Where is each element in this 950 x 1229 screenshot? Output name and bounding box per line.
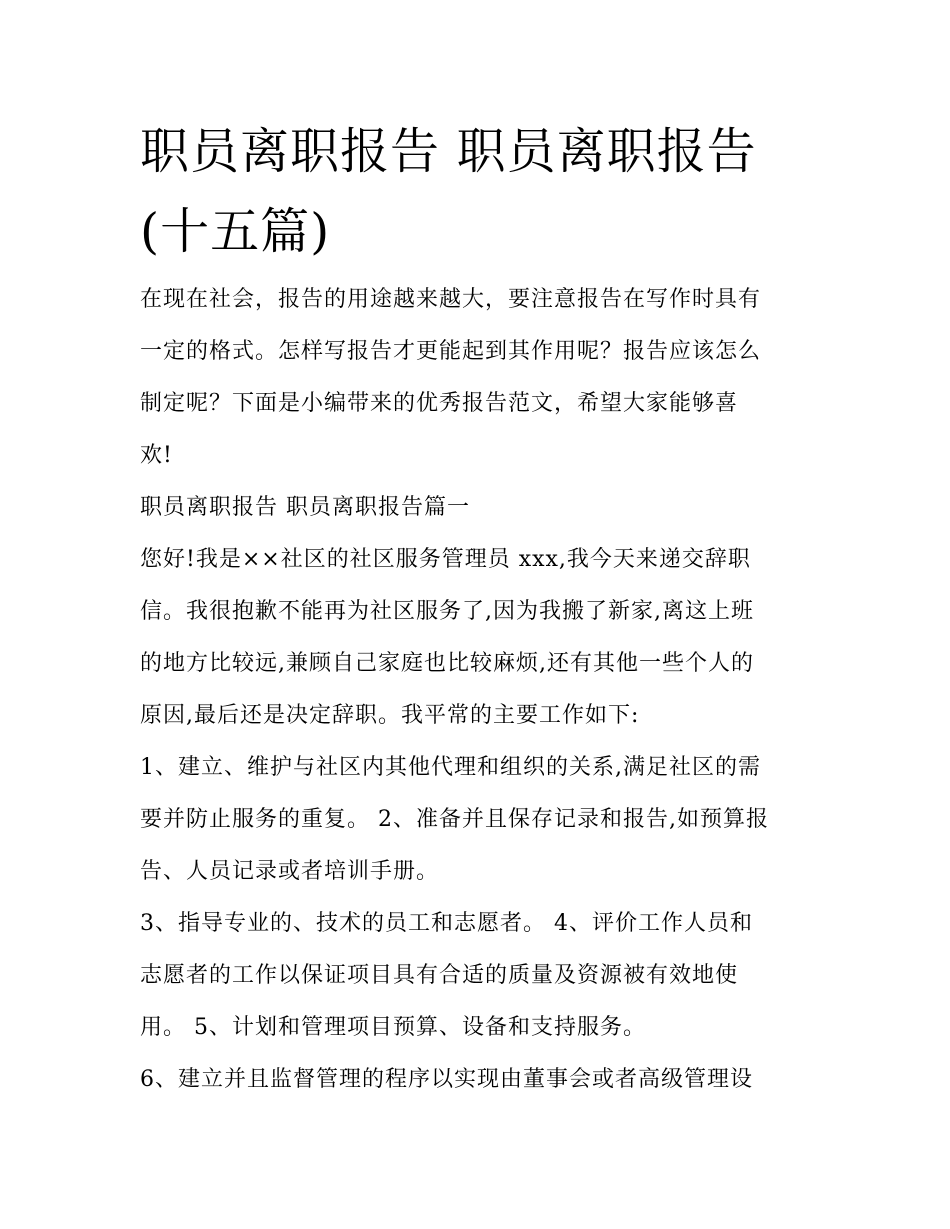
title-line-1: 职员离职报告 职员离职报告 (140, 123, 757, 180)
intro-line-4: 欢! (140, 443, 173, 468)
section-heading: 职员离职报告 职员离职报告篇一 (140, 495, 470, 520)
body-line-11: 6、建立并且监督管理的程序以实现由董事会或者高级管理设 (140, 1067, 753, 1092)
intro-paragraph (140, 274, 820, 1106)
body-line-8: 3、指导专业的、技术的员工和志愿者。 4、评价工作人员和 (140, 911, 753, 936)
intro-line-1: 在现在社会，报告的用途越来越大，要注意报告在写作时具有 (140, 287, 762, 312)
body-line-3: 的地方比较远,兼顾自己家庭也比较麻烦,还有其他一些个人的 (140, 651, 754, 676)
body-line-6: 要并防止服务的重复。 2、准备并且保存记录和报告,如预算报 (140, 807, 769, 832)
body-line-5: 1、建立、维护与社区内其他代理和组织的关系,满足社区的需 (140, 755, 761, 780)
body-line-9: 志愿者的工作以保证项目具有合适的质量及资源被有效地使 (140, 963, 739, 988)
body-line-7: 告、人员记录或者培训手册。 (140, 859, 440, 884)
body-line-1: 您好!我是××社区的社区服务管理员 xxx,我今天来递交辞职 (140, 547, 751, 572)
intro-line-3: 制定呢？下面是小编带来的优秀报告范文，希望大家能够喜 (140, 391, 739, 416)
intro-line-2: 一定的格式。怎样写报告才更能起到其作用呢？报告应该怎么 (140, 339, 762, 364)
body-line-10: 用。 5、计划和管理项目预算、设备和支持服务。 (140, 1015, 646, 1040)
title-line-2: (十五篇) (140, 203, 331, 260)
body-line-4: 原因,最后还是决定辞职。我平常的主要工作如下: (140, 703, 640, 728)
document-title (140, 112, 820, 272)
body-line-2: 信。我很抱歉不能再为社区服务了,因为我搬了新家,离这上班 (140, 599, 754, 624)
